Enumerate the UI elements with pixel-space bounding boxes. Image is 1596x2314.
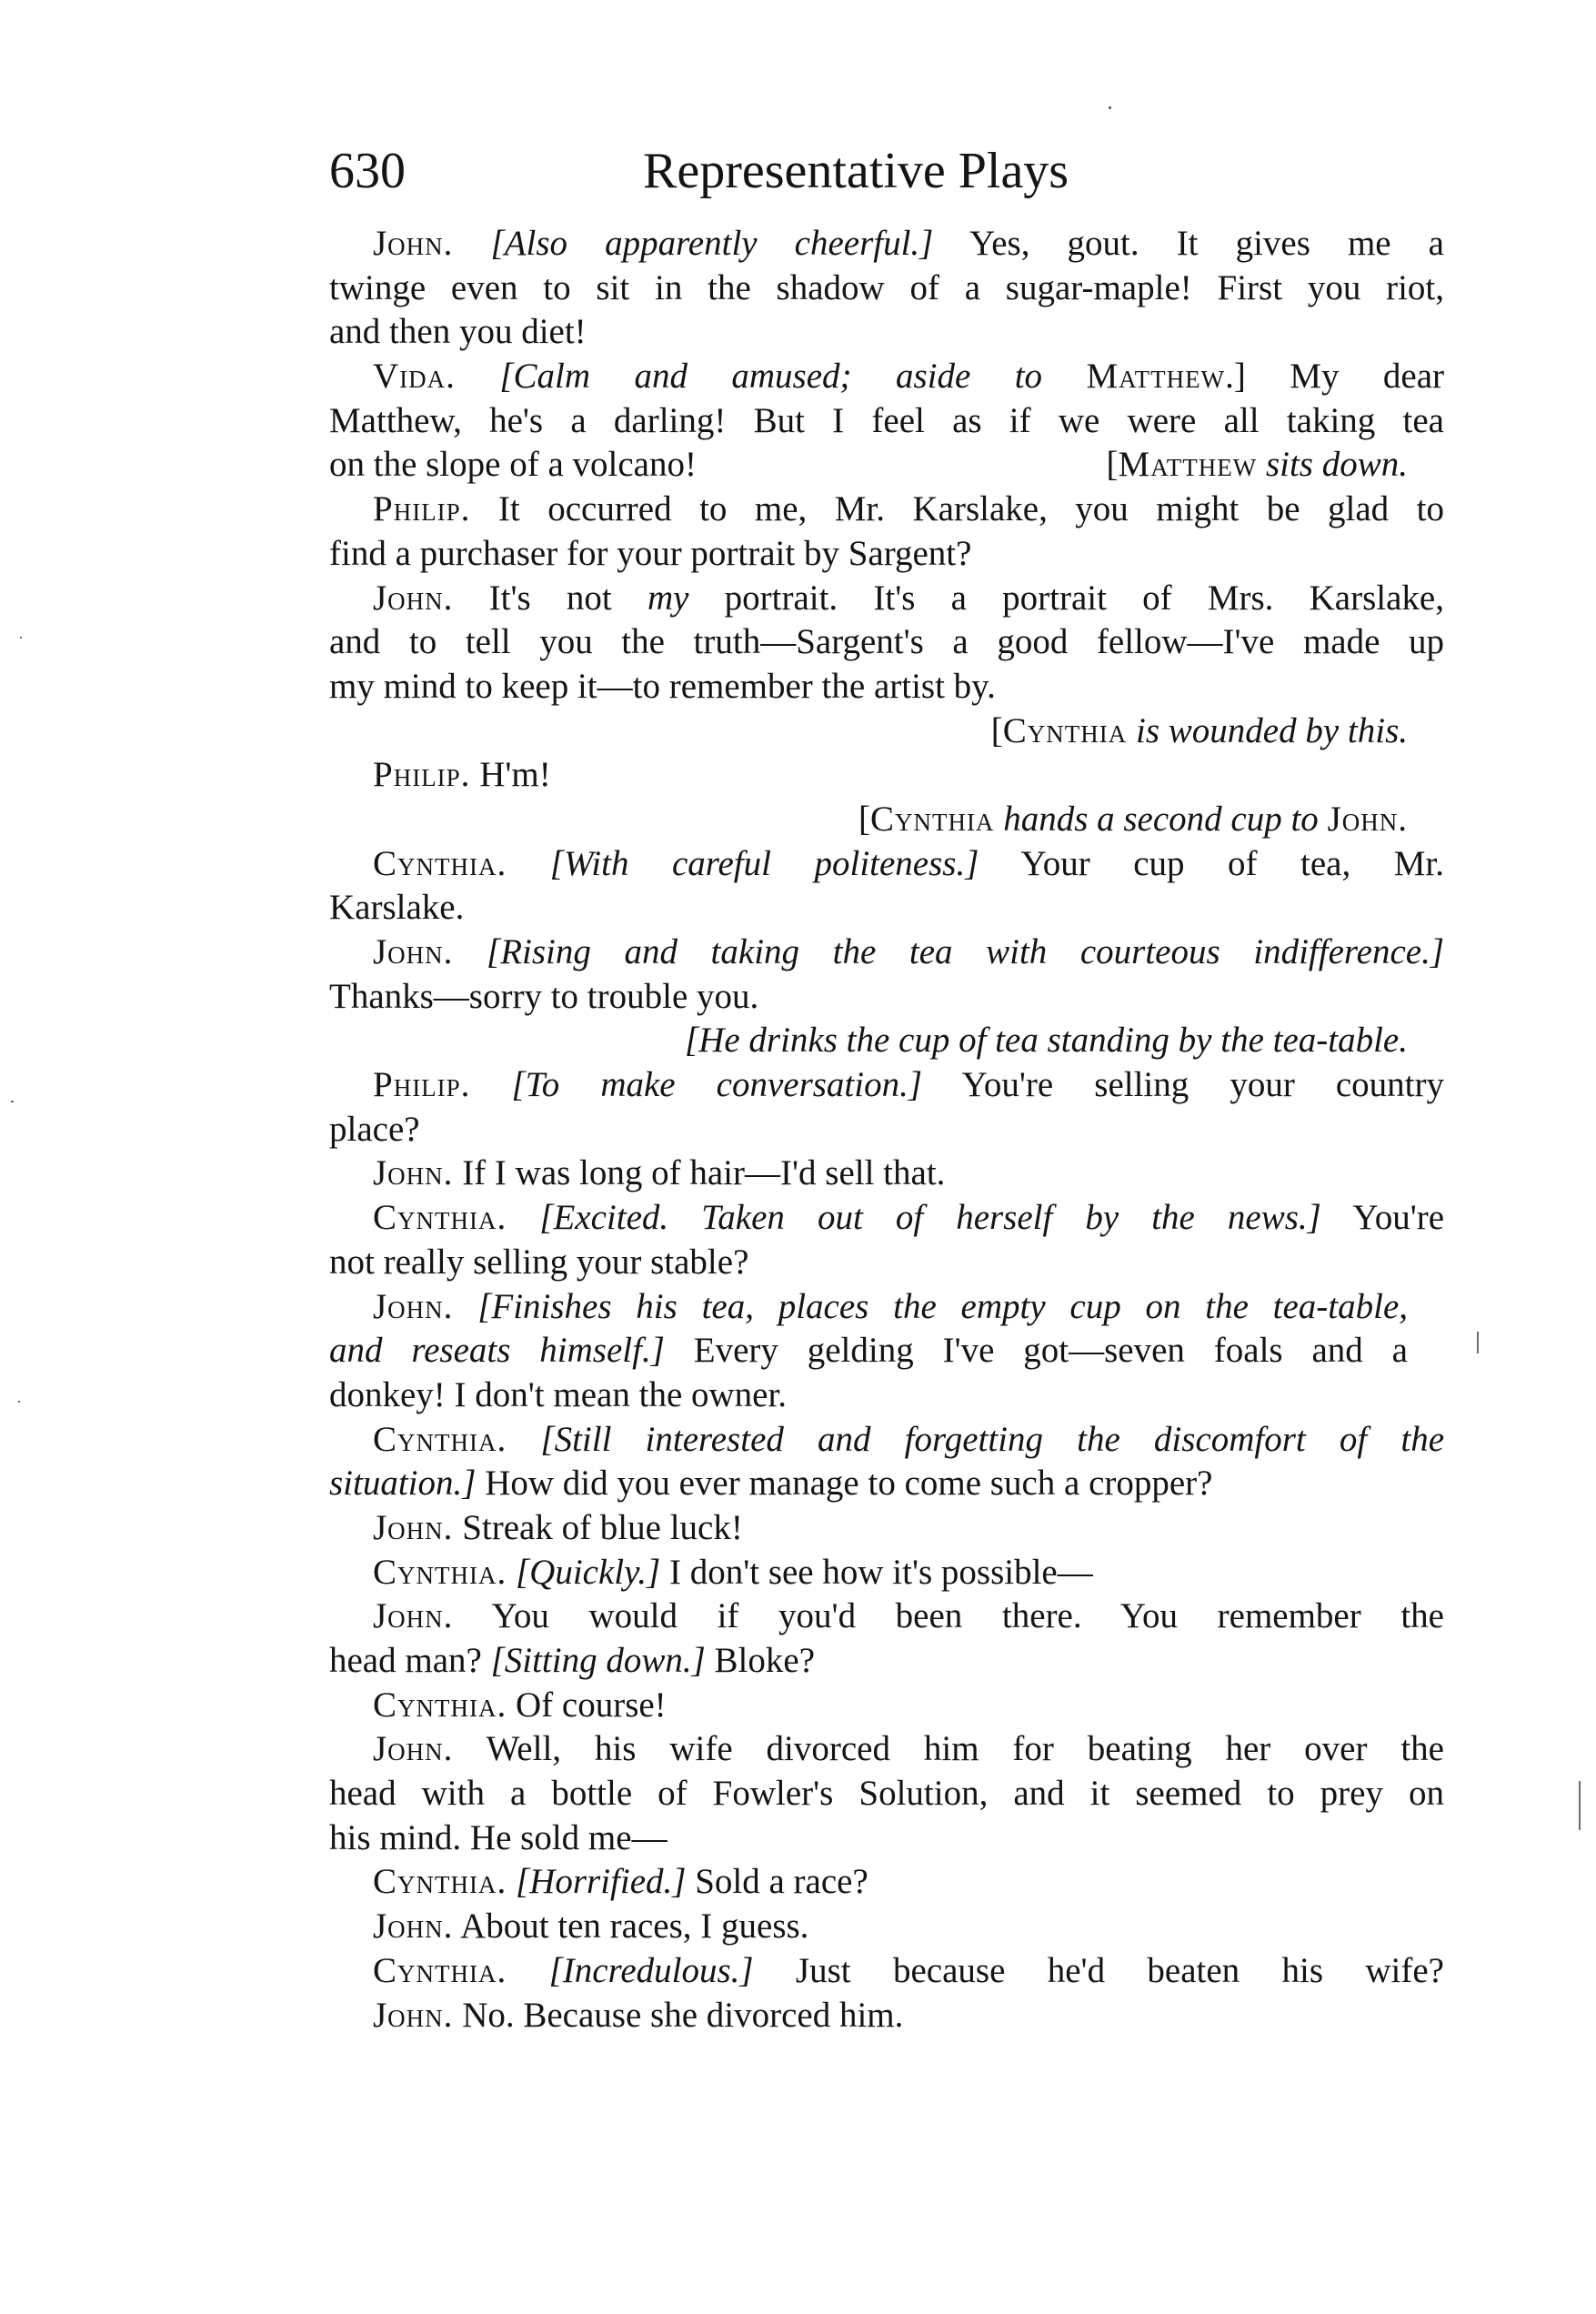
dialogue-text: place? [329, 1109, 420, 1149]
dialogue-text: You would if you'd been there. You remember the [453, 1596, 1444, 1636]
dialogue-text: head with a bottle of Fowler's Solution, and it seemed to prey on [329, 1774, 1444, 1814]
text-line [329, 1063, 1444, 1108]
dialogue-text: [ [1106, 445, 1119, 485]
text-line [329, 1595, 1444, 1639]
speaker-name: John. [373, 1907, 454, 1947]
dialogue-text [994, 800, 1003, 839]
dialogue-text [1319, 800, 1328, 839]
text-line [329, 753, 1444, 798]
text-line [329, 355, 1444, 399]
dialogue-text: Thanks—sorry to trouble you. [329, 976, 759, 1016]
stage-direction: sits down. [1265, 445, 1408, 485]
text-line [329, 1462, 1444, 1506]
dialogue-text [456, 357, 499, 396]
page-header [329, 135, 1457, 207]
dialogue-text [1042, 357, 1086, 396]
dialogue-text [507, 1198, 539, 1237]
speaker-name: John. [373, 224, 454, 263]
dialogue-text [507, 1553, 516, 1592]
dialogue-text [1127, 711, 1136, 750]
text-line [329, 620, 1444, 665]
text-line [329, 1418, 1444, 1463]
stage-direction: [Still interested and forgetting the discomfort of the [540, 1419, 1444, 1459]
dialogue-text: twinge even to sit in the shadow of a sugar-maple! First you riot, [329, 267, 1444, 307]
scan-mark [11, 1101, 14, 1102]
text-line [329, 1019, 1444, 1063]
dialogue-text: Yes, gout. It gives me a [933, 224, 1444, 263]
dialogue-text: It's not [453, 578, 647, 618]
dialogue-text: Every gelding I've got—seven foals and a [664, 1331, 1408, 1371]
dialogue-text: H'm! [470, 755, 551, 795]
dialogue-text: donkey! I don't mean the owner. [329, 1374, 788, 1414]
speaker-name: Cynthia. [373, 1685, 507, 1725]
stage-direction: [He drinks the cup of tea standing by the tea-table. [684, 1021, 1408, 1061]
speaker-name: John. [1327, 799, 1408, 839]
text-line [329, 842, 1444, 887]
speaker-name: John. [373, 932, 454, 971]
text-line [329, 443, 1444, 488]
text-line [329, 1241, 1444, 1285]
speaker-name: Cynthia. [373, 1950, 507, 1990]
stage-direction: my [647, 578, 689, 618]
dialogue-text [507, 1420, 540, 1459]
speaker-name: Cynthia. [373, 1198, 507, 1238]
dialogue-text: Of course! [507, 1685, 667, 1725]
dialogue-text: find a purchaser for your portrait by Sargent? [329, 533, 972, 573]
text-line [329, 886, 1444, 931]
dialogue-text: on the slope of a volcano! [329, 445, 697, 485]
text-line [329, 1994, 1444, 2038]
text-line [329, 1860, 1444, 1905]
stage-direction: [Rising and taking the tea with courteous indifference.] [487, 932, 1444, 971]
play-text [329, 222, 1444, 2037]
speaker-name: Cynthia [1002, 710, 1128, 750]
dialogue-text: head man? [329, 1641, 491, 1680]
dialogue-text: Just because he'd beaten his wife? [753, 1950, 1444, 1990]
dialogue-text: You're selling your country [922, 1065, 1444, 1105]
stage-direction: [Calm and amused; aside to [499, 357, 1043, 397]
text-line [329, 310, 1444, 355]
speaker-name: John. [373, 1596, 454, 1636]
dialogue-text [453, 932, 487, 971]
line-right-stage-direction [1107, 443, 1408, 488]
scan-mark [1477, 1332, 1479, 1353]
text-line [329, 1949, 1444, 1994]
text-line [329, 1285, 1444, 1330]
running-title: Representative Plays [643, 143, 1069, 199]
speaker-name: John. [373, 1995, 454, 2035]
dialogue-text: [ [990, 710, 1003, 750]
dialogue-text: and to tell you the truth—Sargent's a good fellow—I've made up [329, 622, 1444, 662]
speaker-name: John. [373, 1729, 454, 1769]
text-line [329, 222, 1444, 267]
text-line [329, 1727, 1444, 1772]
stage-direction: is wounded by this. [1136, 710, 1408, 750]
text-line [329, 267, 1444, 311]
dialogue-text [1257, 445, 1266, 484]
dialogue-text: portrait. It's a portrait of Mrs. Karslake, [688, 578, 1444, 618]
dialogue-text: Karslake. [329, 888, 465, 928]
stage-direction: [Quickly.] [516, 1552, 661, 1592]
speaker-name: Cynthia. [373, 1419, 507, 1459]
dialogue-text: No. Because she divorced him. [453, 1995, 904, 2035]
text-line [329, 798, 1444, 842]
dialogue-text: You're [1320, 1198, 1445, 1238]
stage-direction: [Excited. Taken out of herself by the news.] [539, 1198, 1321, 1238]
scan-mark [18, 1401, 20, 1403]
speaker-name: Philip. [373, 1065, 471, 1105]
speaker-name: Cynthia. [373, 1552, 507, 1592]
dialogue-text: Streak of blue luck! [453, 1507, 743, 1547]
text-line [329, 975, 1444, 1020]
dialogue-text: my mind to keep it—to remember the artist by. [329, 666, 996, 706]
speaker-name: Vida. [373, 357, 456, 397]
text-line [329, 1772, 1444, 1816]
dialogue-text: About ten races, I guess. [453, 1907, 809, 1947]
stage-direction: [To make conversation.] [511, 1065, 923, 1105]
stage-direction: [With careful politeness.] [549, 843, 979, 883]
stage-direction: [Sitting down.] [490, 1641, 706, 1680]
dialogue-text [470, 1065, 511, 1104]
text-line [329, 1373, 1444, 1418]
text-line [329, 532, 1444, 577]
speaker-name: Cynthia [869, 799, 995, 839]
stage-direction: and reseats himself.] [329, 1331, 665, 1371]
speaker-name: John. [373, 578, 454, 618]
text-line [329, 1196, 1444, 1241]
dialogue-text: his mind. He sold me— [329, 1817, 668, 1857]
scan-mark [20, 637, 22, 639]
dialogue-text: Well, his wife divorced him for beating her over the [453, 1729, 1444, 1769]
dialogue-text [453, 224, 490, 263]
speaker-name: Cynthia. [373, 1862, 507, 1902]
text-line [329, 1684, 1444, 1728]
text-line [329, 1639, 1444, 1684]
speaker-name: Philip. [373, 755, 471, 795]
dialogue-text: Your cup of tea, Mr. [979, 843, 1444, 883]
text-line [329, 577, 1444, 621]
text-line [329, 488, 1444, 532]
text-line [329, 709, 1444, 754]
text-line [329, 1816, 1444, 1861]
dialogue-text: I don't see how it's possible— [660, 1552, 1093, 1592]
dialogue-text: Sold a race? [686, 1862, 868, 1902]
speaker-name: Cynthia. [373, 843, 507, 883]
speaker-name: Matthew [1086, 357, 1226, 397]
dialogue-text [453, 1287, 477, 1326]
speaker-name: John. [373, 1286, 454, 1326]
dialogue-text: [ [858, 799, 870, 839]
stage-direction: hands a second cup to [1003, 799, 1319, 839]
dialogue-text [507, 844, 550, 883]
dialogue-text: .] My dear [1225, 357, 1445, 397]
stage-direction: [Incredulous.] [548, 1950, 754, 1990]
stage-direction: situation.] [329, 1464, 477, 1504]
dialogue-text [507, 1862, 516, 1901]
text-line [329, 931, 1444, 975]
stage-direction: [Horrified.] [516, 1862, 687, 1902]
page-number: 630 [329, 143, 406, 199]
stage-direction: [Finishes his tea, places the empty cup on the tea-table, [477, 1286, 1408, 1326]
text-line [329, 1905, 1444, 1949]
dialogue-text: Bloke? [705, 1641, 816, 1680]
speaker-name: Matthew [1118, 445, 1258, 485]
scan-mark [1109, 106, 1111, 109]
dialogue-text: How did you ever manage to come such a cropper? [476, 1464, 1213, 1504]
dialogue-text: not really selling your stable? [329, 1242, 749, 1282]
text-line [329, 665, 1444, 709]
text-line [329, 1329, 1444, 1373]
text-line [329, 1152, 1444, 1196]
dialogue-text: It occurred to me, Mr. Karslake, you might be glad to [470, 489, 1444, 529]
speaker-name: John. [373, 1507, 454, 1547]
line-left [329, 443, 697, 488]
text-line [329, 1108, 1444, 1152]
speaker-name: John. [373, 1153, 454, 1193]
dialogue-text [507, 1951, 548, 1990]
speaker-name: Philip. [373, 489, 471, 529]
text-line [329, 399, 1444, 444]
text-line [329, 1551, 1444, 1595]
text-line [329, 1506, 1444, 1551]
dialogue-text: and then you diet! [329, 312, 587, 352]
stage-direction: [Also apparently cheerful.] [490, 224, 934, 263]
scan-mark [1579, 1781, 1581, 1830]
dialogue-text: If I was long of hair—I'd sell that. [453, 1153, 946, 1193]
dialogue-text: Matthew, he's a darling! But I feel as if we were all taking tea [329, 400, 1444, 440]
